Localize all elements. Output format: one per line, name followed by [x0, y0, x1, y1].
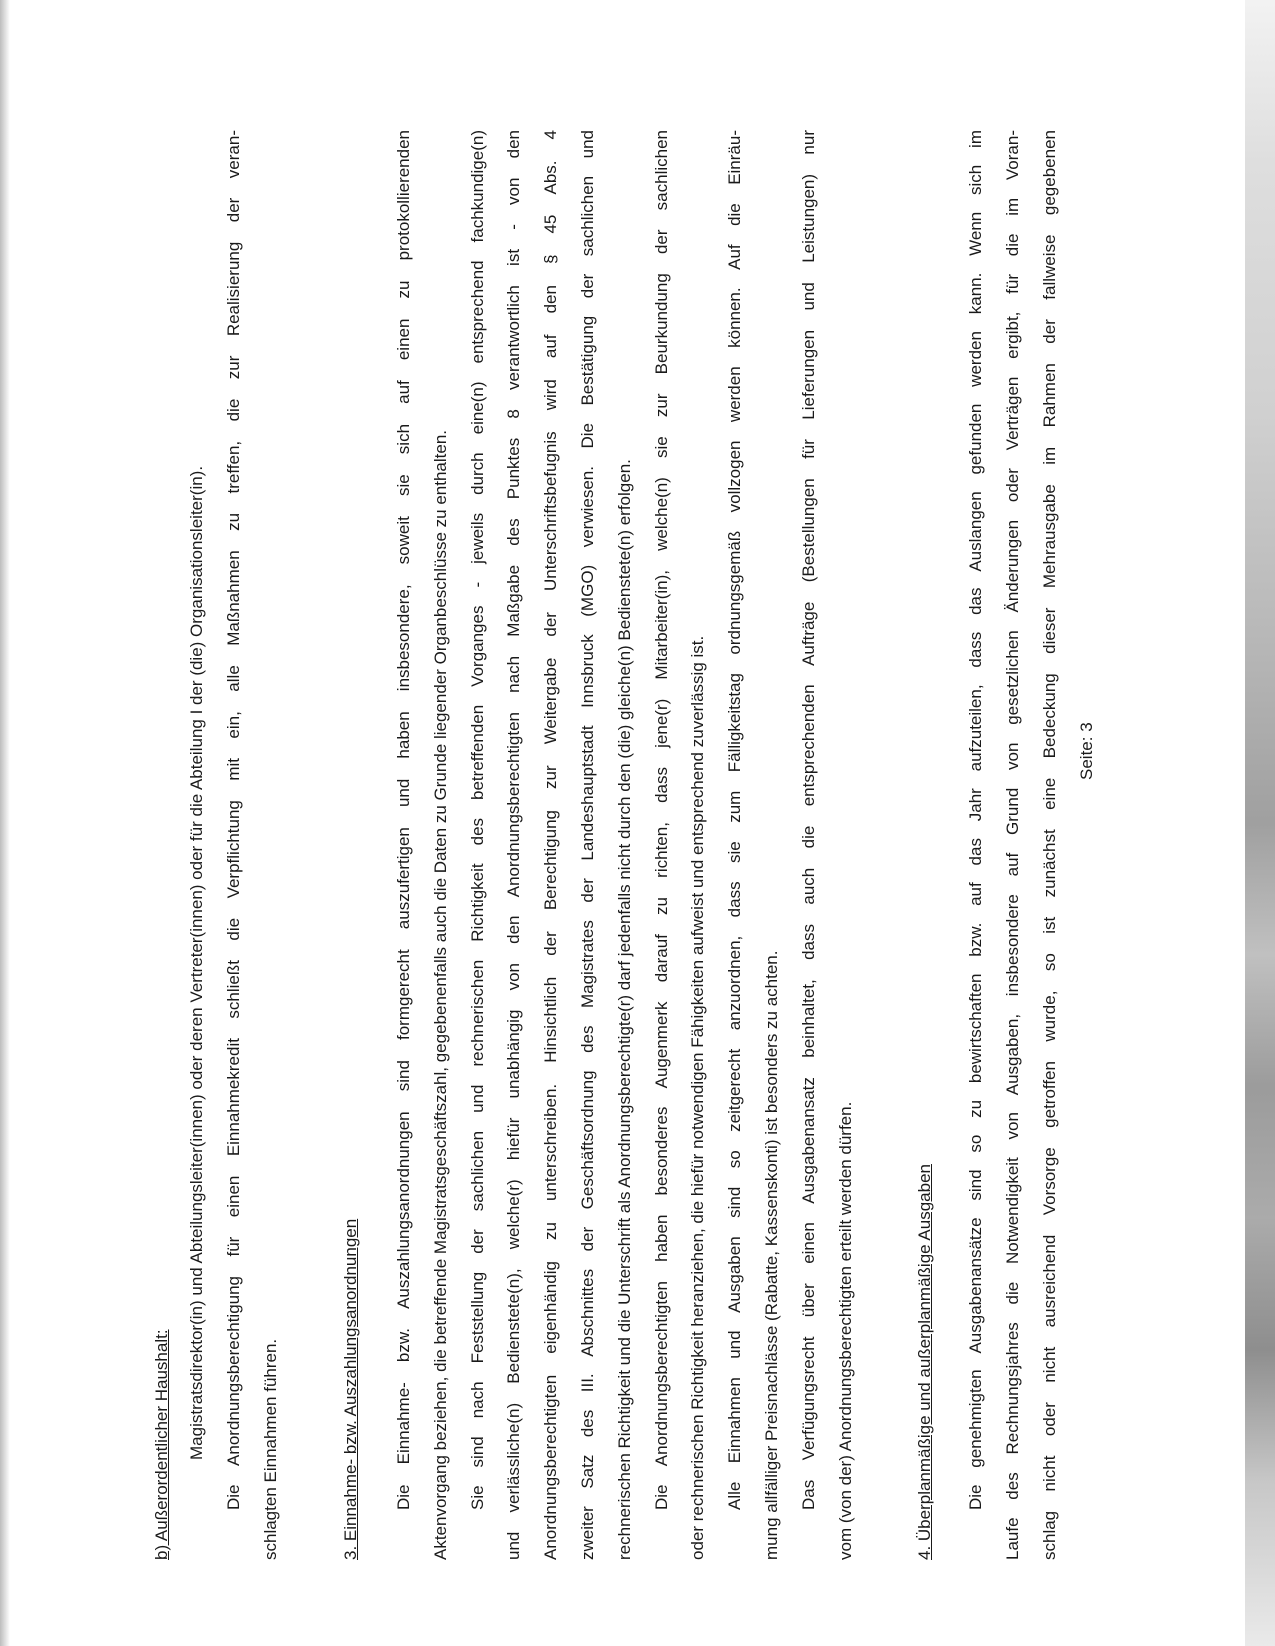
paragraph-line: rechnerischen Richtigkeit und die Unterschrift als Anordnungsberechtigte(r) darf jedenfalls nicht durch den (die) gleiche(n) Bedienstete(n) erfolgen.	[615, 459, 634, 1560]
paragraph-line: und verlässliche(n) Bedienstete(n), welche(r) hiefür unabhängig von den Anordnungsberechtigten nach Maßgabe des Punktes 8 verantwortlich ist - von den	[504, 130, 523, 1560]
paragraph-line: Das Verfügungsrecht über einen Ausgabenansatz beinhaltet, dass auch die entsprechenden Aufträge (Bestellungen für Lieferungen und Leistungen) nur	[799, 130, 818, 1510]
page-number: Seite: 3	[1077, 722, 1096, 780]
scan-edge-left	[0, 0, 10, 1646]
rotated-document-page	[150, 40, 1200, 1560]
paragraph-line: Alle Einnahmen und Ausgaben sind so zeitgerecht anzuordnen, dass sie zum Fälligkeitstag ordnungsgemäß vollzogen werden können. Auf die Einräu-	[725, 130, 744, 1510]
paragraph-line: Laufe des Rechnungsjahres die Notwendigkeit von Ausgaben, insbesondere auf Grund von gesetzlichen Änderungen oder Verträgen ergibt, für die im Voran-	[1003, 130, 1022, 1560]
scan-edge-right	[1245, 0, 1275, 1646]
heading-ausserordentlicher-haushalt: b) Außerordentlicher Haushalt:	[152, 1329, 171, 1560]
paragraph-line: schlagten Einnahmen führen.	[261, 1338, 280, 1560]
paragraph-line: Die genehmigten Ausgabenansätze sind so zu bewirtschaften bzw. auf das Jahr aufzuteilen, dass das Auslangen gefunden werden kann. Wenn sich im	[966, 130, 985, 1510]
heading-ueberplanmaessige-ausgaben: 4. Überplanmäßige und außerplanmäßige Ausgaben	[915, 1164, 934, 1560]
paragraph-line: zweiter Satz des III. Abschnittes der Geschäftsordnung des Magistrates der Landeshauptstadt Innsbruck (MGO) verwiesen. Die Bestätigung der sachlichen und	[578, 130, 597, 1560]
paragraph-line: Sie sind nach Feststellung der sachlichen und rechnerischen Richtigkeit des betreffenden Vorganges - jeweils durch eine(n) entsprechend fachkundige(n)	[468, 130, 487, 1510]
paragraph-line: Die Anordnungsberechtigung für einen Einnahmekredit schließt die Verpflichtung mit ein, alle Maßnahmen zu treffen, die zur Realisierung der veran-	[224, 130, 243, 1510]
paragraph-line: vom (von der) Anordnungsberechtigten erteilt werden dürfen.	[836, 1101, 855, 1560]
heading-einnahme-auszahlungsanordnungen: 3. Einnahme- bzw. Auszahlungsanordnungen	[341, 1218, 360, 1560]
paragraph-line: Magistratsdirektor(in) und Abteilungsleiter(innen) oder deren Vertreter(innen) oder für die Abteilung I der (die) Organisationsleiter(in).	[187, 465, 206, 1460]
paragraph-line: mung allfälliger Preisnachlässe (Rabatte, Kassenskonti) ist besonders zu achten.	[762, 950, 781, 1560]
paragraph-line: Anordnungsberechtigten eigenhändig zu unterschreiben. Hinsichtlich der Berechtigung zur Weitergabe der Unterschriftsbefugnis wird auf den § 45 Abs. 4	[541, 130, 560, 1560]
paragraph-line: Die Einnahme- bzw. Auszahlungsanordnungen sind formgerecht auszufertigen und haben insbesondere, soweit sie sich auf einen zu protokollierenden	[394, 130, 413, 1510]
paragraph-line: schlag nicht oder nicht ausreichend Vorsorge getroffen wurde, so ist zunächst eine Bedeckung dieser Mehrausgabe im Rahmen der fallweise gegebenen	[1040, 130, 1059, 1560]
paragraph-line: Die Anordnungsberechtigten haben besonderes Augenmerk darauf zu richten, dass jene(r) Mitarbeiter(in), welche(n) sie zur Beurkundung der sachlichen	[652, 130, 671, 1510]
paragraph-line: oder rechnerischen Richtigkeit heranziehen, die hiefür notwendigen Fähigkeiten aufweist und entsprechend zuverlässig ist.	[688, 635, 707, 1560]
paragraph-line: Aktenvorgang beziehen, die betreffende Magistratsgeschäftszahl, gegebenenfalls auch die Daten zu Grunde liegender Organbeschlüsse zu enthalten.	[431, 430, 450, 1560]
